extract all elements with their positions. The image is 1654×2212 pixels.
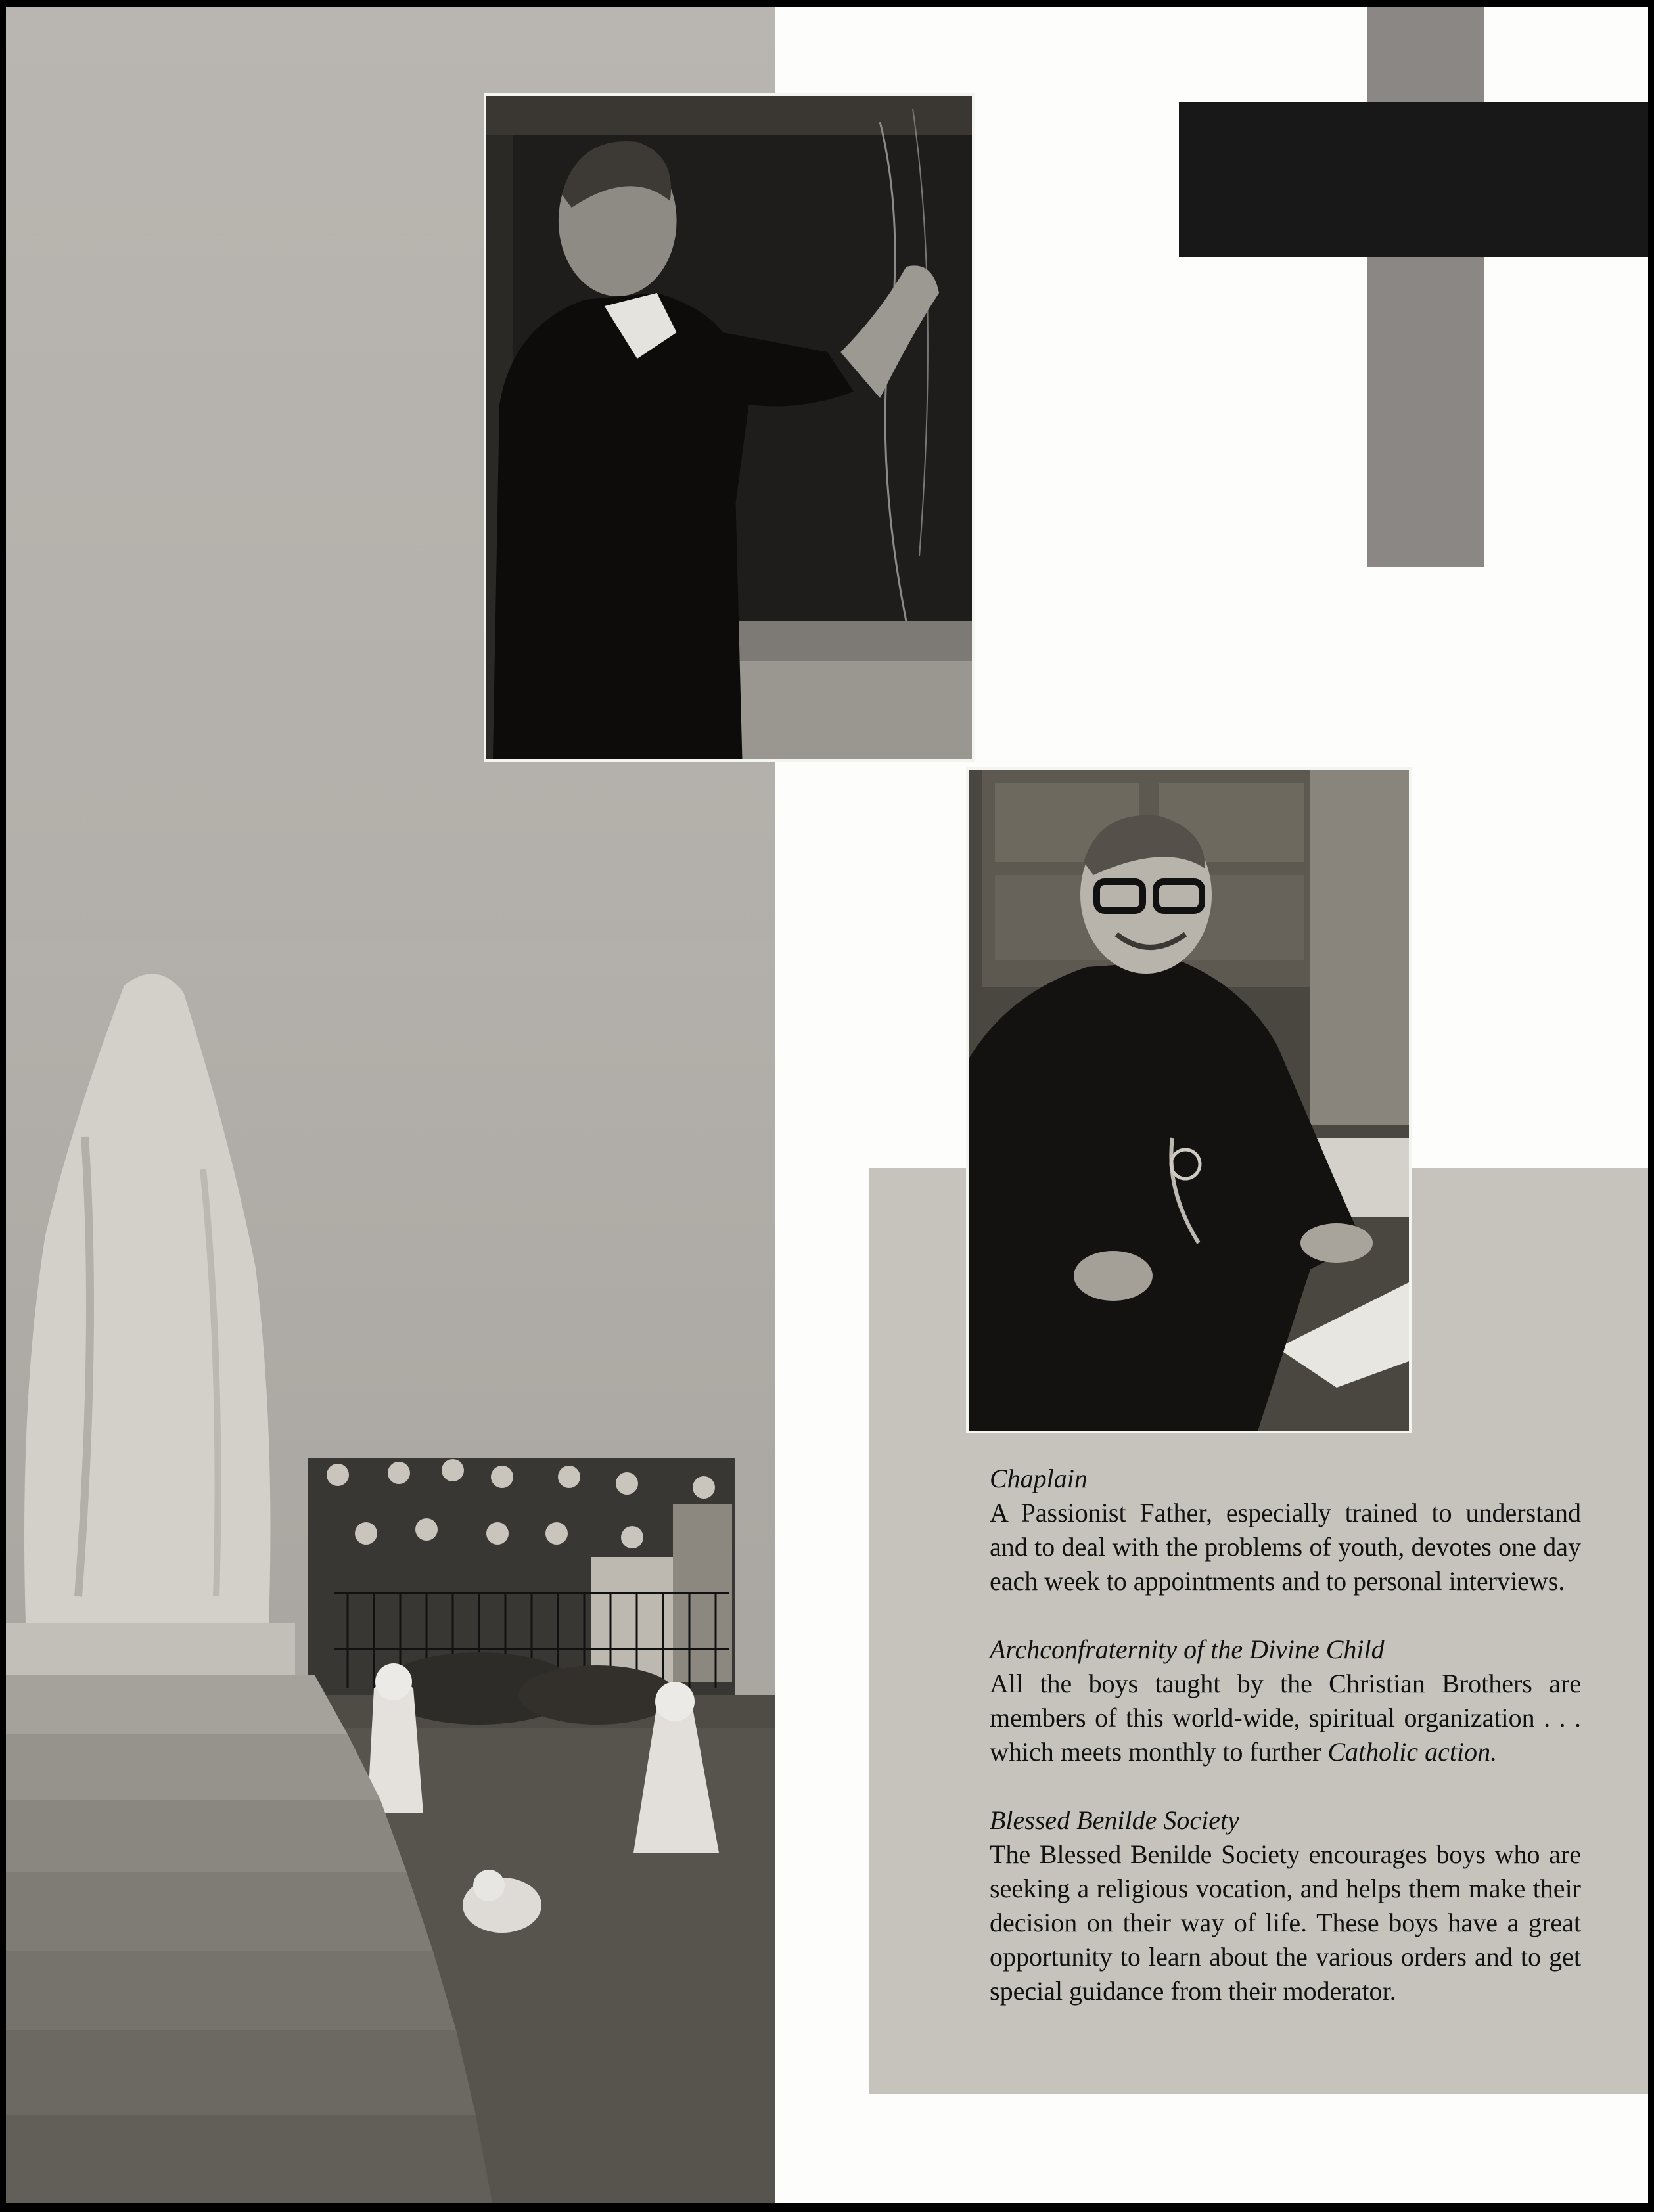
section-body-emphasis: Catholic action. [1327, 1737, 1498, 1767]
cross-vertical-bar [1367, 7, 1484, 567]
photo-grotto-statue-and-students [6, 939, 775, 2203]
section-heading: Archconfraternity of the Divine Child [990, 1635, 1385, 1664]
chaplain-photo-graphic [969, 770, 1409, 1431]
yearbook-page [6, 7, 1648, 2203]
section-body-container [990, 1667, 1581, 1769]
section-blessed-benilde [990, 1803, 1581, 2008]
photo-brother-at-blackboard [484, 93, 975, 762]
section-archconfraternity [990, 1633, 1581, 1769]
section-heading: Chaplain [990, 1464, 1088, 1493]
cross-horizontal-bar [1179, 102, 1648, 257]
grotto-photo-graphic [6, 939, 775, 2203]
section-body: The Blessed Benilde Society encourages boys who are seeking a religious vocation, and helps them make their decision on their way of life. These boys have a great opportunity to learn about the various orders and to get special guidance from their moderator. [990, 1840, 1581, 2006]
section-body: A Passionist Father, especially trained to understand and to deal with the problems of youth, devotes one day each week to appointments and to personal interviews. [990, 1498, 1581, 1596]
section-chaplain [990, 1462, 1581, 1598]
section-body: All the boys taught by the Christian Brothers are members of this world-wide, spiritual organization . . . which meets monthly to further [990, 1669, 1581, 1767]
photo-chaplain-at-desk [966, 767, 1412, 1433]
text-content [990, 1462, 1581, 2043]
blackboard-photo-graphic [486, 96, 972, 759]
section-heading: Blessed Benilde Society [990, 1805, 1239, 1835]
